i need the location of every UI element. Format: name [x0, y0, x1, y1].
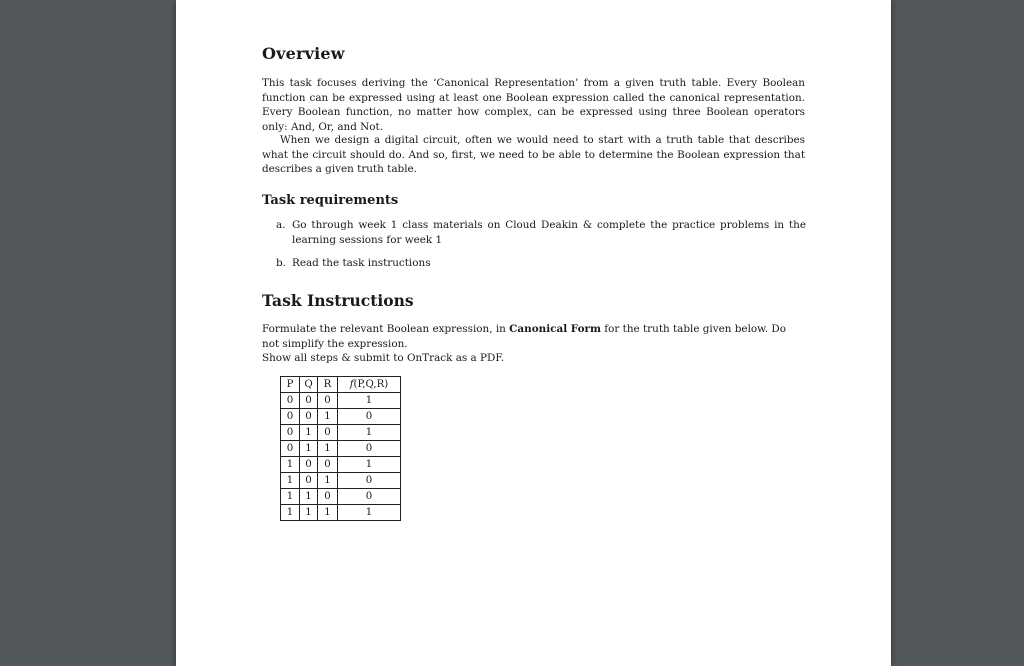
list-marker: b.	[276, 257, 286, 270]
table-cell: 1	[338, 425, 401, 441]
table-cell: 1	[281, 505, 300, 521]
table-row	[281, 489, 401, 505]
canonical-form-emphasis: Canonical Form	[509, 323, 601, 335]
table-cell: 1	[318, 441, 338, 457]
table-cell: 0	[338, 489, 401, 505]
table-cell: 0	[318, 489, 338, 505]
table-cell: 1	[281, 489, 300, 505]
table-cell: 1	[300, 441, 318, 457]
column-header-q: Q	[300, 377, 318, 393]
column-header-f: f(P,Q,R)	[338, 377, 401, 393]
table-cell: 0	[318, 425, 338, 441]
table-cell: 1	[338, 505, 401, 521]
table-cell: 0	[300, 457, 318, 473]
table-row	[281, 441, 401, 457]
instructions-line-1	[262, 322, 805, 351]
truth-table	[280, 376, 401, 521]
table-cell: 0	[300, 393, 318, 409]
table-cell: 0	[318, 457, 338, 473]
table-row	[281, 473, 401, 489]
table-cell: 1	[318, 409, 338, 425]
instructions-heading: Task Instructions	[262, 291, 414, 310]
table-cell: 0	[338, 441, 401, 457]
function-symbol: f	[349, 378, 354, 390]
table-row	[281, 409, 401, 425]
list-item-text: Read the task instructions	[292, 257, 431, 270]
requirements-list	[276, 218, 806, 280]
instructions-line-2: Show all steps & submit to OnTrack as a PDF.	[262, 352, 505, 365]
table-cell: 0	[338, 473, 401, 489]
table-cell: 1	[338, 457, 401, 473]
table-cell: 1	[318, 505, 338, 521]
table-cell: 1	[338, 393, 401, 409]
table-cell: 0	[281, 393, 300, 409]
table-header-row	[281, 377, 401, 393]
table-row	[281, 505, 401, 521]
table-cell: 1	[300, 489, 318, 505]
list-marker: a.	[276, 219, 286, 231]
truth-table-body	[281, 393, 401, 521]
requirements-heading: Task requirements	[262, 193, 399, 208]
table-row	[281, 425, 401, 441]
instructions-text: for the truth table given below. Do not simplify the expression.	[262, 323, 787, 350]
column-header-p: P	[281, 377, 300, 393]
table-cell: 0	[300, 409, 318, 425]
overview-heading: Overview	[262, 44, 345, 63]
table-cell: 1	[300, 505, 318, 521]
list-item-text: Go through week 1 class materials on Cloud Deakin & complete the practice problems in the learning sessions for week 1	[292, 219, 806, 246]
table-cell: 0	[318, 393, 338, 409]
table-cell: 0	[281, 425, 300, 441]
overview-paragraph-2: When we design a digital circuit, often we would need to start with a truth table that describes what the circuit should do. And so, first, we need to be able to determine the Boolean expression that describes a given truth table.	[262, 134, 805, 176]
column-header-r: R	[318, 377, 338, 393]
table-cell: 1	[300, 425, 318, 441]
list-item	[276, 218, 806, 247]
table-cell: 0	[281, 409, 300, 425]
table-cell: 0	[300, 473, 318, 489]
table-cell: 0	[338, 409, 401, 425]
table-row	[281, 393, 401, 409]
instructions-body	[262, 322, 805, 366]
table-cell: 1	[318, 473, 338, 489]
instructions-text: Formulate the relevant Boolean expression, in	[262, 323, 510, 335]
table-row	[281, 457, 401, 473]
table-cell: 0	[281, 441, 300, 457]
table-cell: 1	[281, 457, 300, 473]
overview-paragraph-1: This task focuses deriving the ‘Canonical Representation’ from a given truth table. Every Boolean function can be expressed using at least one Boolean expression called the canonical representation. Every Boolean function, no matter how complex, can be expressed using three Boolean operators only: And, Or, and Not.	[262, 77, 805, 133]
document-page	[176, 0, 891, 666]
list-item	[276, 256, 806, 271]
table-cell: 1	[281, 473, 300, 489]
